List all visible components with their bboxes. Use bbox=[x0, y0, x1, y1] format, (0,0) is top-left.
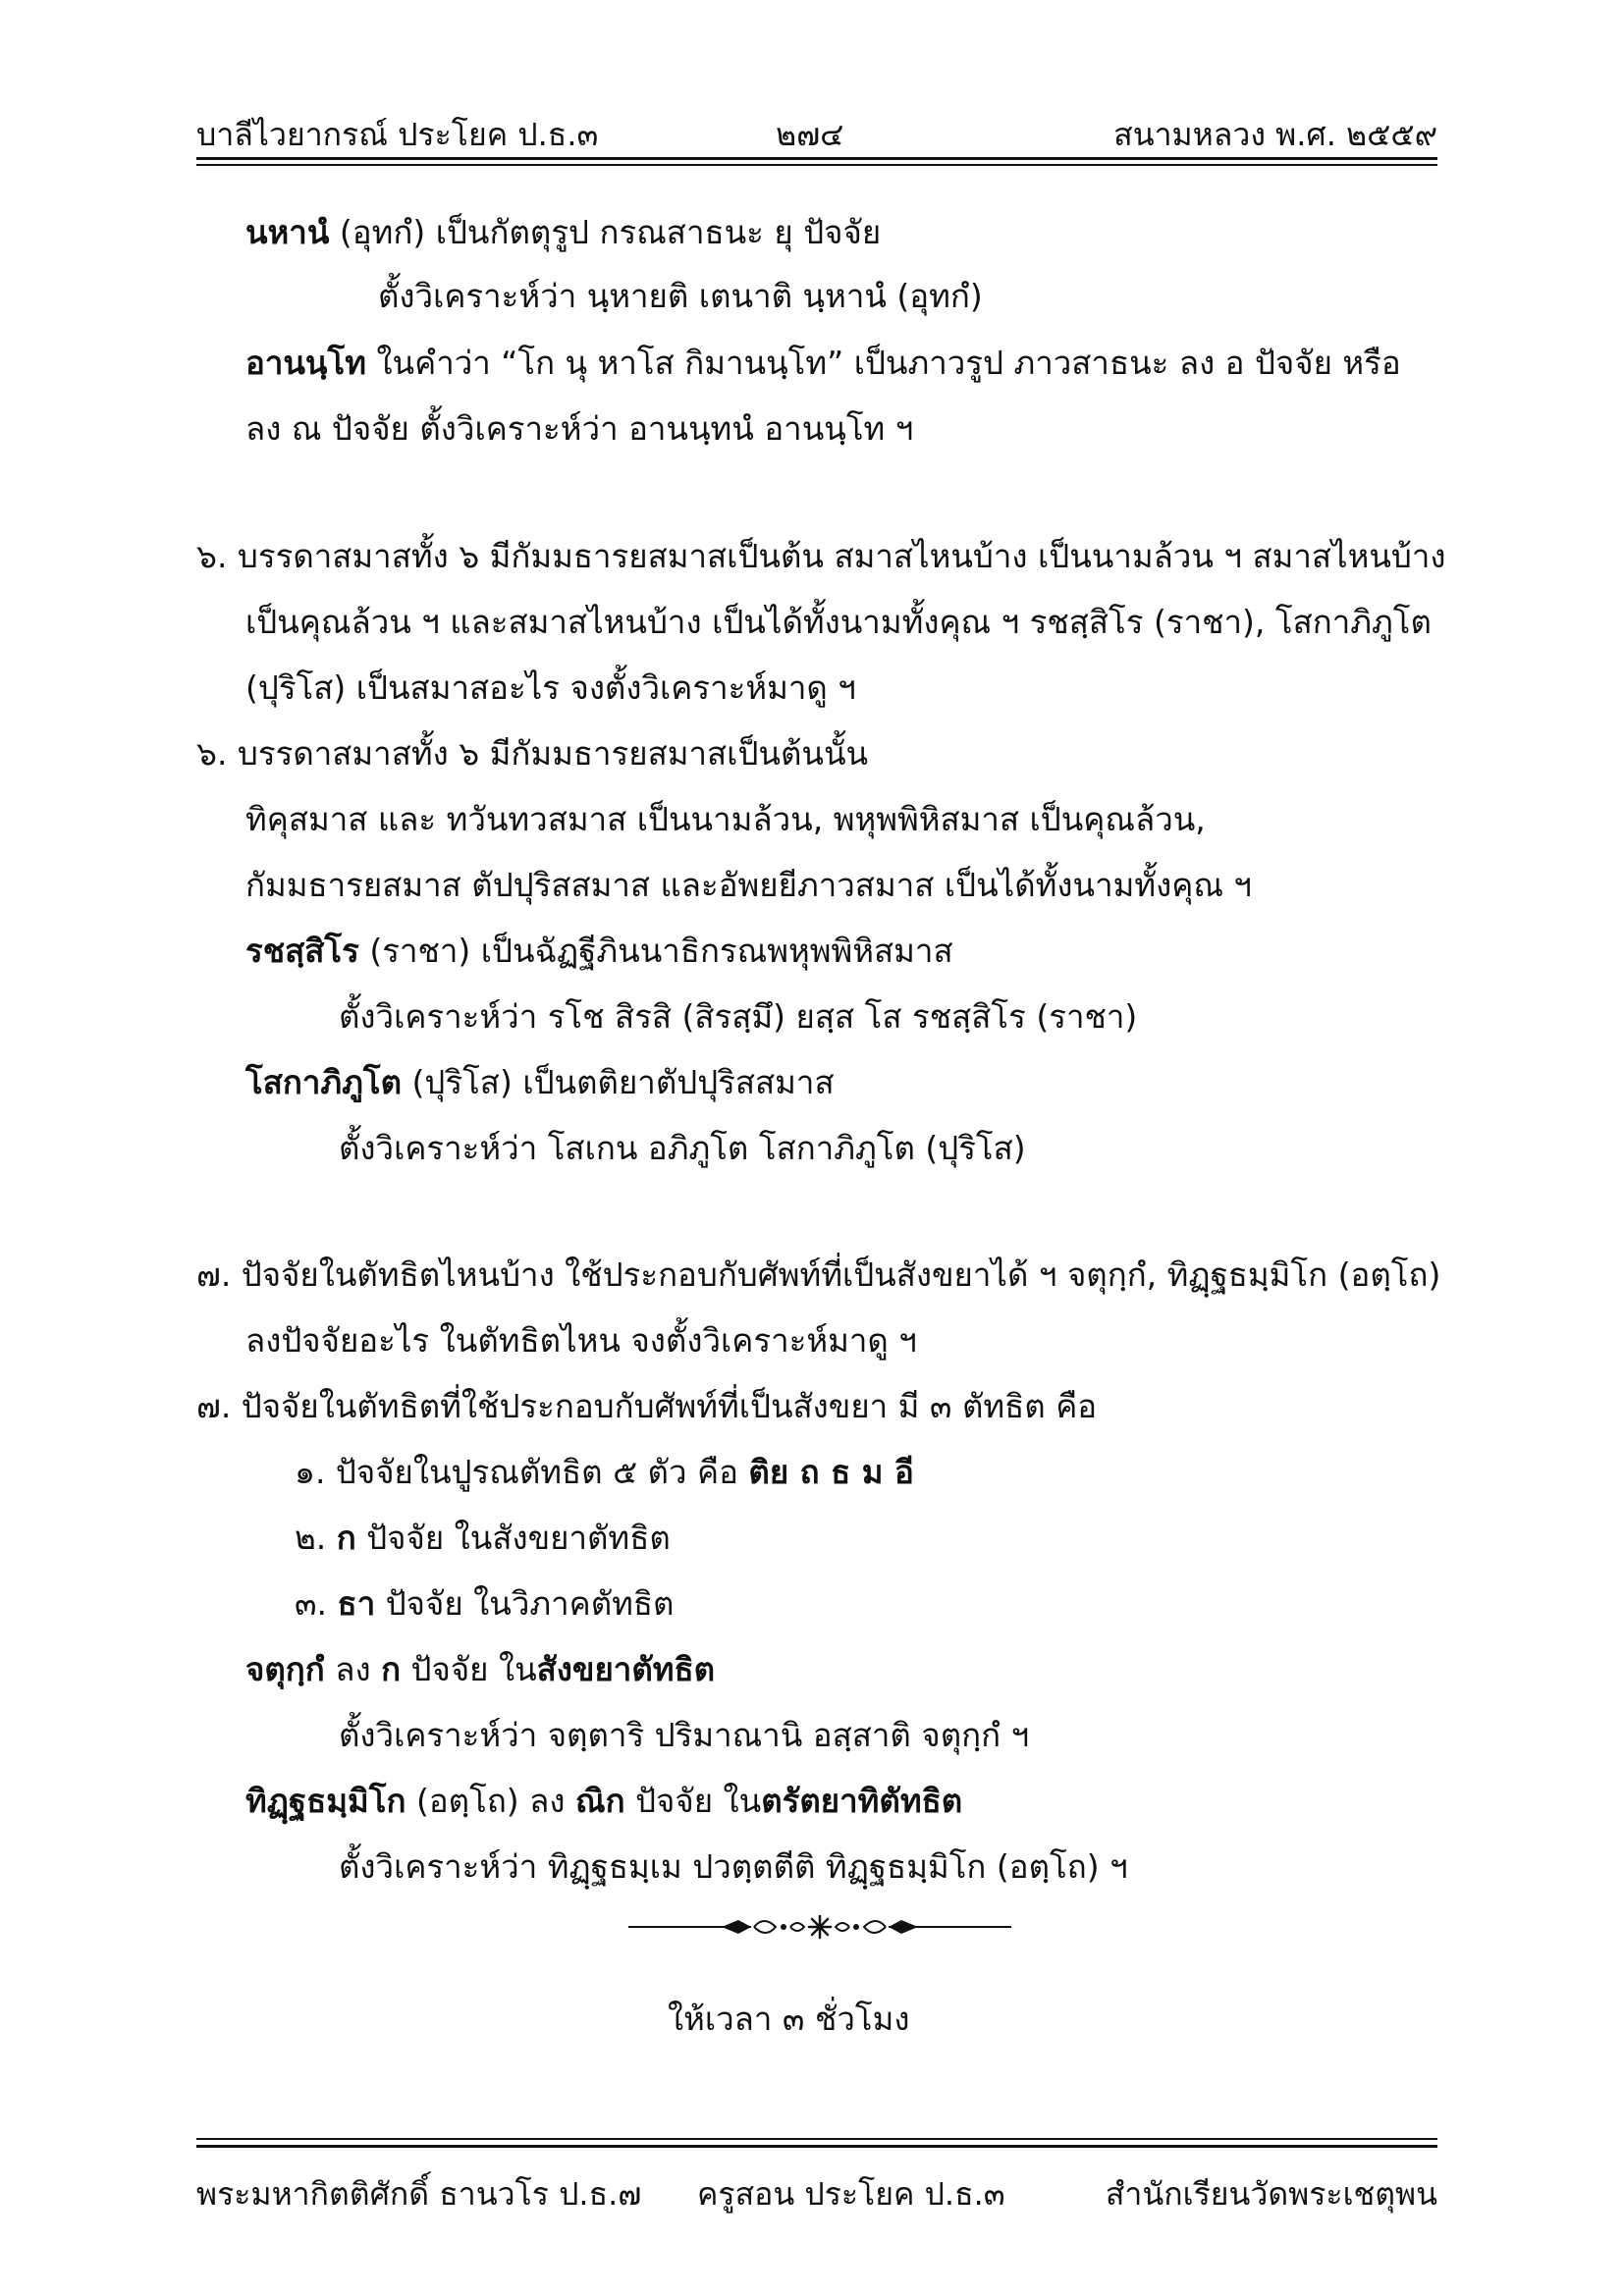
footer-center: ครูสอน ประโยค ป.ธ.๓ bbox=[697, 2175, 1005, 2213]
answer-7-item-2 bbox=[295, 1512, 671, 1564]
answer-6-line-1: ๖. บรรดาสมาสทั้ง ๖ มีกัมมธารยสมาสเป็นต้นนั้น bbox=[196, 734, 869, 773]
footer-left: พระมหากิตติศักดิ์ ธานวโร ป.ธ.๗ bbox=[196, 2175, 642, 2213]
item-1-text: ๑. ปัจจัยในปูรณตัทธิต ๕ ตัว คือ bbox=[295, 1453, 749, 1491]
line-23-suffix: ณิก bbox=[575, 1782, 625, 1820]
header-right: สนามหลวง พ.ศ. ๒๕๕๙ bbox=[1113, 116, 1437, 153]
line-21-text-2: ปัจจัย ใน bbox=[401, 1650, 537, 1688]
term-sokabhibhuto: โสกาภิภูโต bbox=[245, 1063, 403, 1101]
footer-right: สำนักเรียนวัดพระเชตุพน bbox=[1105, 2175, 1437, 2213]
term-anando: อานนฺโท bbox=[245, 344, 366, 382]
item-2-suffix: ก bbox=[336, 1519, 356, 1557]
term-ditthadhammiko: ทิฏฺฐธมฺมิโก bbox=[245, 1782, 406, 1820]
header-rule-thin bbox=[196, 164, 1437, 166]
header-rule-thick bbox=[196, 157, 1437, 160]
line-11-text: (ราชา) เป็นฉัฏฐีภินนาธิกรณพหุพพิหิสมาส bbox=[358, 932, 953, 970]
line-03-text: ในคำว่า “โก นุ หาโส กิมานนฺโท” เป็นภาวรูป ภาวสาธนะ ลง อ ปัจจัย หรือ bbox=[365, 344, 1401, 382]
line-01 bbox=[245, 206, 881, 258]
answer-6-line-2: ทิคุสมาส และ ทวันทวสมาส เป็นนามล้วน, พหุพพิหิสมาส เป็นคุณล้วน, bbox=[245, 800, 1206, 838]
question-7-line-2: ลงปัจจัยอะไร ในตัทธิตไหน จงตั้งวิเคราะห์มาดู ฯ bbox=[245, 1321, 917, 1360]
item-2-number: ๒. bbox=[295, 1519, 337, 1557]
answer-6-line-3: กัมมธารยสมาส ตัปปุริสสมาส และอัพยยีภาวสมาส เป็นได้ทั้งนามทั้งคุณ ฯ bbox=[245, 866, 1252, 904]
answer-7-item-1 bbox=[295, 1446, 914, 1498]
line-21-text-1: ลง bbox=[324, 1650, 382, 1688]
answer-7-line-7 bbox=[245, 1775, 962, 1827]
line-02: ตั้งวิเคราะห์ว่า นฺหายติ เตนาติ นฺหานํ (อุทกํ) bbox=[378, 277, 983, 315]
line-23-text-1: (อตฺโถ) ลง bbox=[406, 1782, 575, 1820]
term-nhanam: นหานํ bbox=[245, 213, 330, 251]
question-6-line-1: ๖. บรรดาสมาสทั้ง ๖ มีกัมมธารยสมาสเป็นต้น สมาสไหนบ้าง เป็นนามล้วน ฯ สมาสไหนบ้าง bbox=[196, 537, 1446, 575]
question-6-line-2: เป็นคุณล้วน ฯ และสมาสไหนบ้าง เป็นได้ทั้งนามทั้งคุณ ฯ รชสฺสิโร (ราชา), โสกาภิภูโต bbox=[245, 603, 1432, 641]
ornament-divider-icon bbox=[628, 1912, 1011, 1942]
answer-7-line-1: ๗. ปัจจัยในตัทธิตที่ใช้ประกอบกับศัพท์ที่เป็นสังขยา มี ๓ ตัทธิต คือ bbox=[196, 1387, 1098, 1425]
line-03 bbox=[245, 337, 1401, 389]
answer-7-item-3 bbox=[295, 1577, 674, 1629]
page-number: ๒๗๔ bbox=[776, 116, 844, 153]
term-rajassiro: รชสฺสิโร bbox=[245, 932, 359, 970]
footer-rule-thick bbox=[196, 2145, 1437, 2148]
item-2-text: ปัจจัย ในสังขยาตัทธิต bbox=[355, 1519, 671, 1557]
line-13-text: (ปุริโส) เป็นตติยาตัปปุริสสมาส bbox=[402, 1063, 835, 1101]
line-04: ลง ณ ปัจจัย ตั้งวิเคราะห์ว่า อานนฺทนํ อานนฺโท ฯ bbox=[245, 409, 914, 448]
item-3-text: ปัจจัย ในวิภาคตัทธิต bbox=[375, 1584, 675, 1623]
footer-rule-thin bbox=[196, 2138, 1437, 2140]
item-3-number: ๓. bbox=[295, 1584, 338, 1623]
answer-7-line-6: ตั้งวิเคราะห์ว่า จตฺตาริ ปริมาณานิ อสฺสาติ จตุกฺกํ ฯ bbox=[339, 1716, 1030, 1754]
answer-6-line-4 bbox=[245, 925, 953, 977]
item-1-suffixes: ติย ถ ธ ม อี bbox=[748, 1453, 914, 1491]
line-23-taddhita: ตรัตยาทิตัทธิต bbox=[761, 1782, 963, 1820]
answer-6-line-6 bbox=[245, 1056, 835, 1108]
item-3-suffix: ธา bbox=[337, 1584, 376, 1623]
answer-7-line-5 bbox=[245, 1643, 715, 1695]
time-note: ให้เวลา ๓ ชั่วโมง bbox=[668, 2000, 910, 2038]
line-21-suffix: ก bbox=[381, 1650, 402, 1688]
answer-6-line-7: ตั้งวิเคราะห์ว่า โสเกน อภิภูโต โสกาภิภูโต (ปุริโส) bbox=[339, 1129, 1026, 1167]
question-6-line-3: (ปุริโส) เป็นสมาสอะไร จงตั้งวิเคราะห์มาดู ฯ bbox=[245, 668, 856, 707]
term-catukkam: จตุกฺกํ bbox=[245, 1650, 325, 1688]
question-7-line-1: ๗. ปัจจัยในตัทธิตไหนบ้าง ใช้ประกอบกับศัพท์ที่เป็นสังขยาได้ ฯ จตุกฺกํ, ทิฏฺฐธมฺมิโก (อตฺโถ) bbox=[196, 1255, 1441, 1294]
answer-6-line-5: ตั้งวิเคราะห์ว่า รโช สิรสิ (สิรสฺมึ) ยสฺส โส รชสฺสิโร (ราชา) bbox=[339, 997, 1138, 1036]
line-21-taddhita: สังขยาตัทธิต bbox=[536, 1650, 716, 1688]
line-23-text-2: ปัจจัย ใน bbox=[624, 1782, 762, 1820]
header-left: บาลีไวยากรณ์ ประโยค ป.ธ.๓ bbox=[196, 116, 599, 153]
line-01-text: (อุทกํ) เป็นกัตตุรูป กรณสาธนะ ยุ ปัจจัย bbox=[329, 213, 882, 251]
answer-7-line-8: ตั้งวิเคราะห์ว่า ทิฏฺฐธมฺเม ปวตฺตตีติ ทิฏฺฐธมฺมิโก (อตฺโถ) ฯ bbox=[339, 1847, 1128, 1886]
